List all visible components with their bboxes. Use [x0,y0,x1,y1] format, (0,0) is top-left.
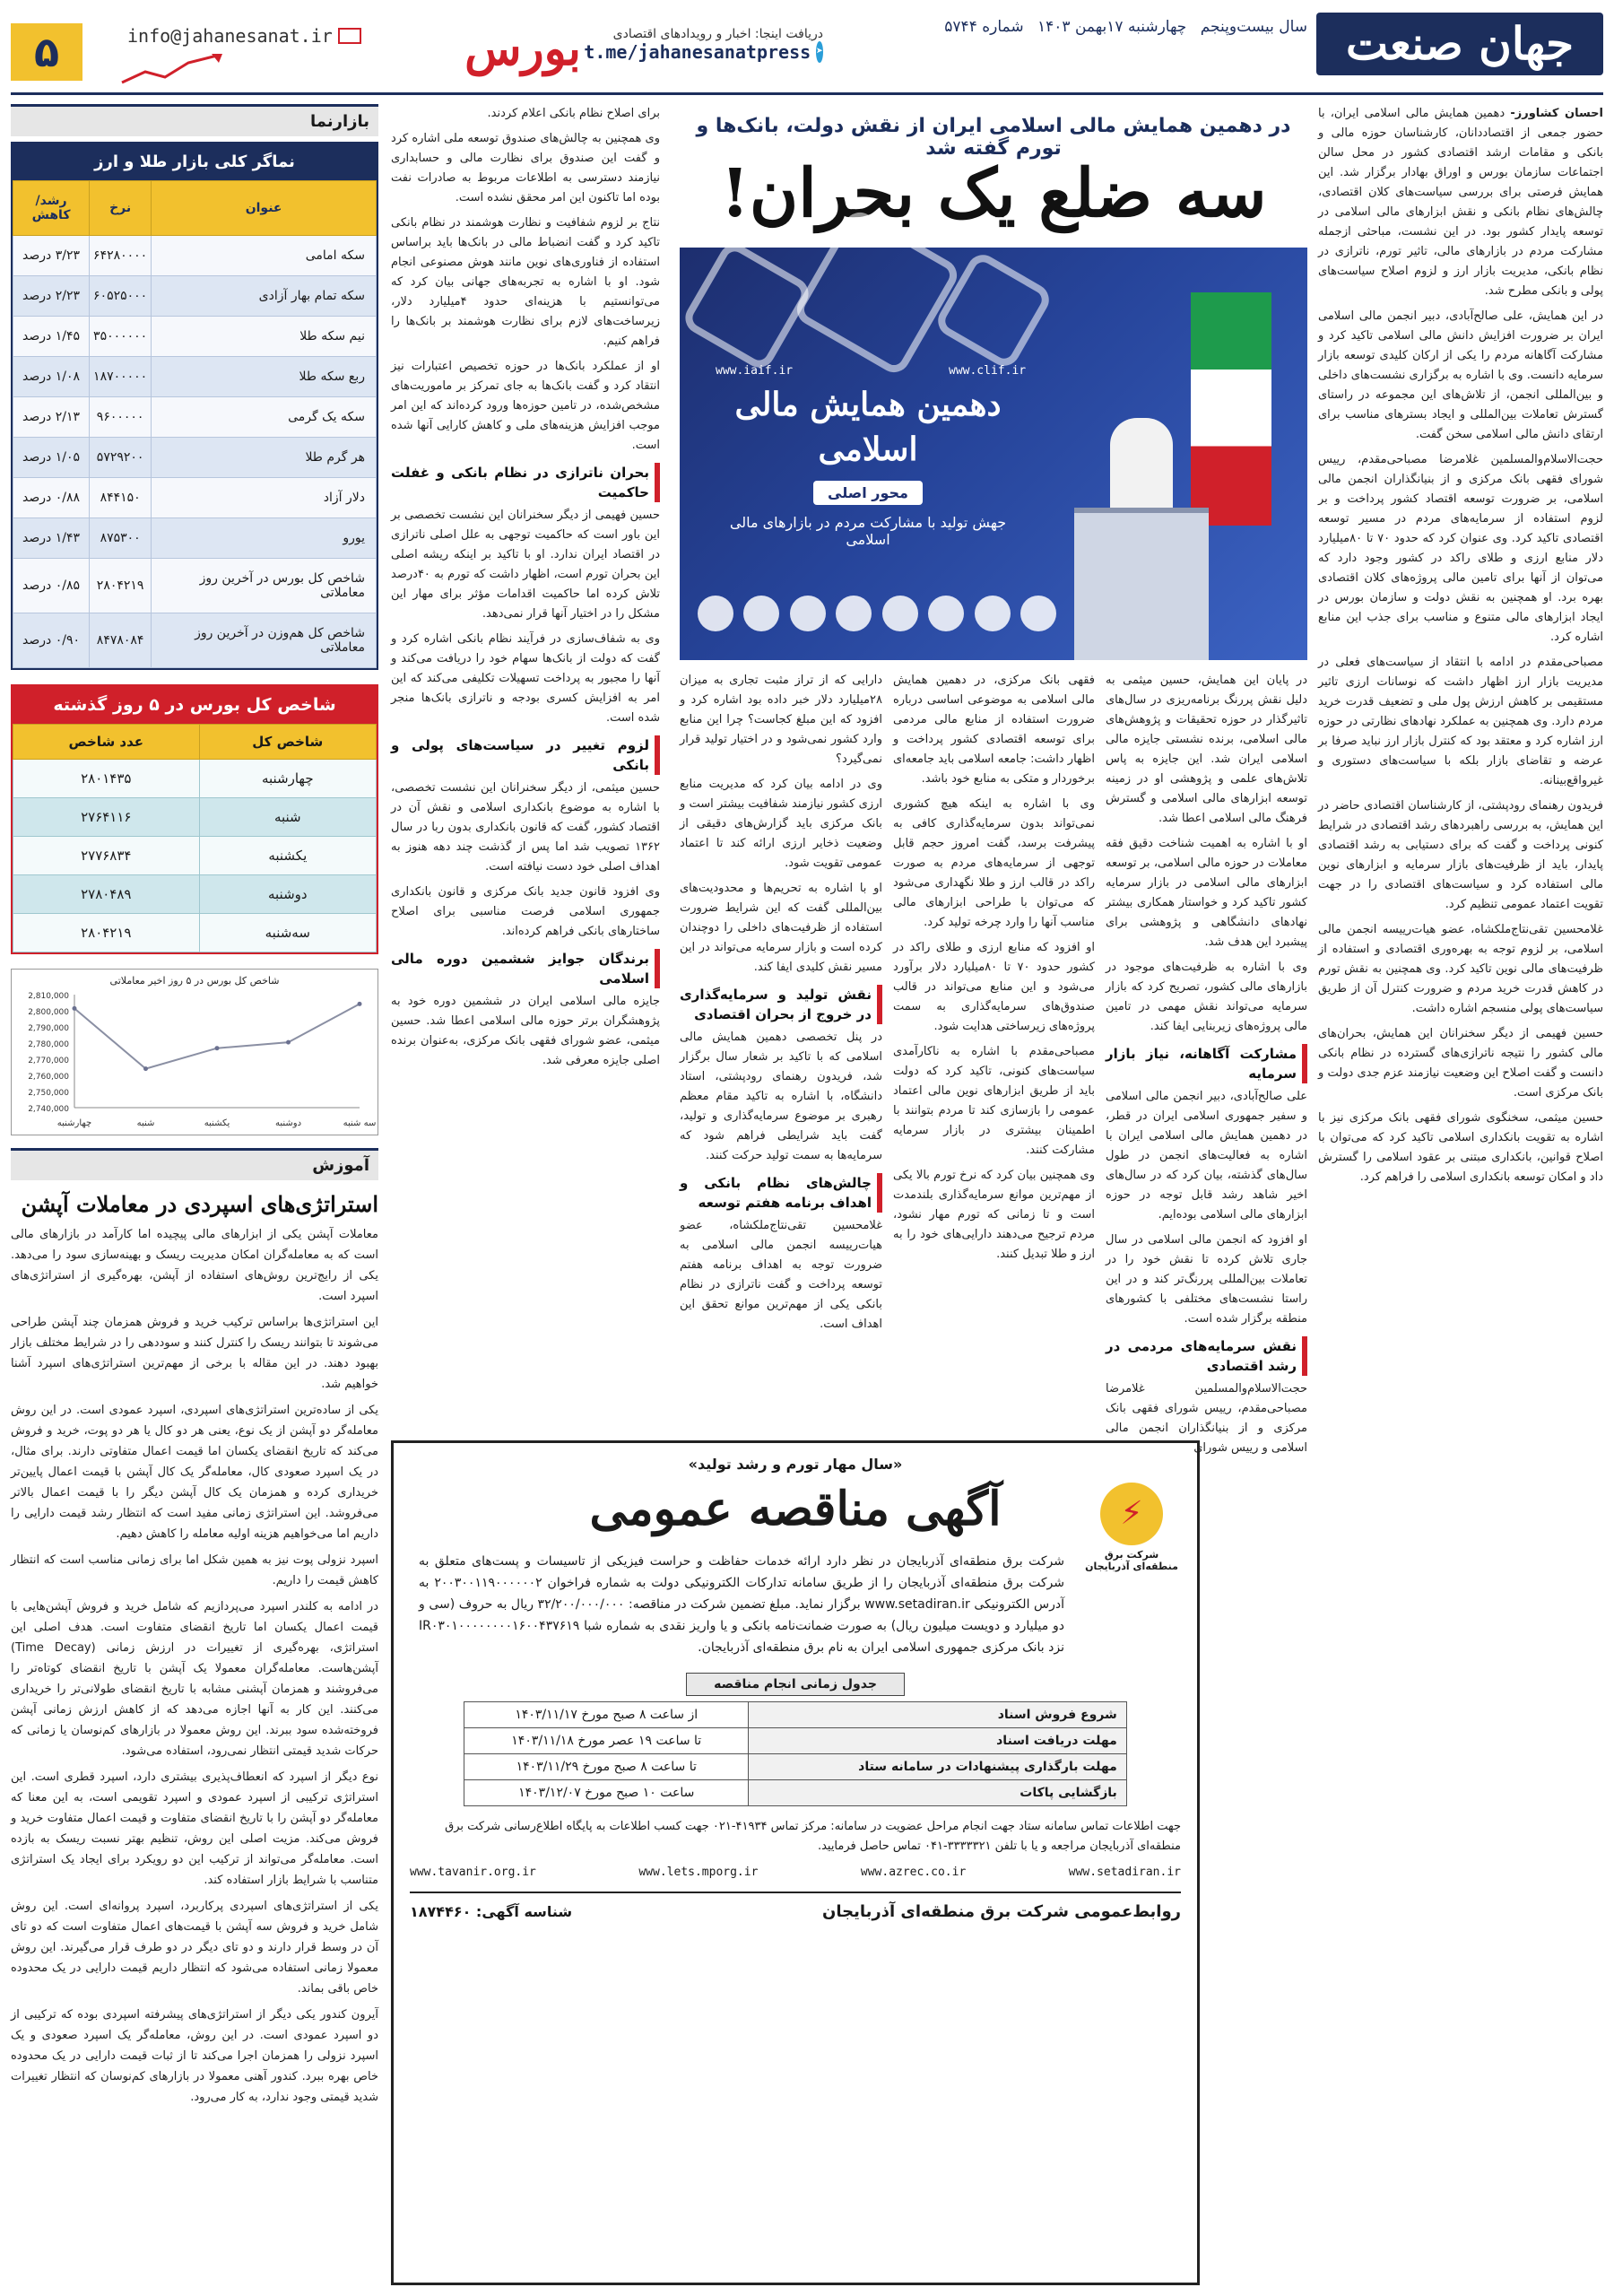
subheading: نقش سرمایه‌های مردمی در رشد اقتصادی [1106,1336,1307,1376]
telegram-url[interactable]: t.me/jahanesanatpress [584,41,811,63]
table-cell-change: ۱/۰۵ درصد [13,438,90,478]
lightning-icon [1100,1483,1163,1545]
schedule-value: تا ساعت ۱۹ عصر مورخ ۱۴۰۳/۱۱/۱۸ [464,1728,749,1754]
y-tick-label: 2,780,000 [28,1040,69,1049]
table-cell-value: ۲۸۰۱۴۳۵ [13,760,200,798]
gold-table-body [13,236,377,668]
ad-body: شرکت برق منطقه‌ای آذربایجان در نظر دارد ارائه خدمات حفاظت و حراست فیزیکی از تاسیسات و پست‌های متعلق به شرکت برق منطقه‌ای آذربایجان را از طریق سامانه تدارکات الکترونیکی دولت به شماره فراخوان ۲۰۰۳۰۰۱۱۹۰۰۰۰۰۰۲ به آدرس الکترونیکی www.setadiran.ir برگزار نماید. مبلغ تضمین شرکت در مناقصه: ۳۲/۲۰۰/۰۰۰/۰۰۰ ریال به حروف (سی و دو میلیارد و دویست میلیون ریال) به صورت ضمانت‌نامه بانکی و یا واریز نقدی به شماره شبا IR۰۳۰۱۰۰۰۰۰۰۰۰۱۶۰۰۴۳۷۶۱۹ نزد بانک مرکزی جمهوری اسلامی ایران به نام برق منطقه‌ای آذربایجان. [419,1554,1064,1655]
schedule-label: مهلت دریافت اسناد [749,1728,1127,1754]
paragraph: غلامحسین تقی‌نتاج‌ملکشاه، عضو هیات‌رییسه انجمن مالی اسلامی به ضرورت توجه به اهداف برنامه هفتم توسعه پرداخت و گفت ناترازی در نظام بانکی یکی از مهم‌ترین موانع تحقق این اهداف است. [680,1219,882,1331]
ad-link[interactable]: www.tavanir.org.ir [410,1866,536,1879]
paragraph: وی در ادامه بیان کرد که مدیریت منابع ارزی کشور نیازمند شفافیت بیشتر است و بانک مرکزی باید گزارش‌های دقیقی از وضعیت ذخایر ارزی ارائه کند تا اعتماد عمومی تقویت شود. [680,778,882,870]
ad-link[interactable]: www.setadiran.ir [1068,1866,1181,1879]
y-tick-label: 2,760,000 [28,1073,69,1082]
table-row [13,276,377,317]
schedule-value: ساعت ۱۰ صبح مورخ ۱۴۰۳/۱۲/۰۷ [464,1780,749,1806]
ad-company-logo [1082,1483,1181,1572]
table-row [13,875,377,914]
paragraph: علی صالح‌آبادی، دبیر انجمن مالی اسلامی و سفیر جمهوری اسلامی ایران در قطر، در دهمین همایش مالی اسلامی ایران با اشاره به فعالیت‌های انجمن در طول سال‌های گذشته، بیان کرد که در سال‌های اخیر شاهد رشد قابل توجه در حوزه ابزارهای مالی اسلامی بوده‌ایم. [1106,1090,1307,1222]
schedule-label: شروع فروش اسناد [749,1702,1127,1728]
telegram-link[interactable] [584,41,823,63]
paragraph: او افزود که منابع ارزی و طلای راکد در کشور حدود ۷۰ تا ۸۰میلیارد دلار برآورد می‌شود و این منابع می‌تواند در قالب صندوق‌های سرمایه‌گذاری به سمت پروژه‌های زیرساختی هدایت شود. [893,941,1095,1033]
page-number: ۵ [11,23,82,81]
envelope-icon [338,28,361,44]
masthead [11,9,1603,95]
ad-schedule-table [464,1701,1127,1806]
paragraph: برای اصلاح نظام بانکی اعلام کردند. [487,107,660,120]
education-title: استراتژی‌های اسپردی در معاملات آپشن [21,1191,378,1217]
table-cell-change: ۱/۴۵ درصد [13,317,90,357]
data-point [358,1002,362,1006]
paragraph: وی به شفاف‌سازی در فرآیند نظام بانکی اشاره کرد و گفت که دولت از بانک‌ها سهام خود را دریافت می‌کند و آنها را مجبور به پرداخت تسهیلات تکلیفی می‌کند که این امر به افزایش کسری بودجه و ناترازی بانک‌ها منجر شده است. [391,632,660,725]
table-cell-day: سه‌شنبه [199,914,376,952]
table-row [13,397,377,438]
table-row [464,1780,1127,1806]
table-row [13,837,377,875]
table-cell-rate: ۱۸۷۰۰۰۰۰ [90,357,152,397]
banner-theme: جهش تولید با مشارکت مردم در بازارهای مالی اسلامی [729,514,1007,548]
subheading: بحران ناترازی در نظام بانکی و غفلت حاکمیت [391,463,660,502]
section-title: بورس [464,22,581,76]
paragraph: جایزه مالی اسلامی ایران در ششمین دوره خود به پژوهشگران برتر حوزه مالی اسلامی اعطا شد. حسین میثمی، عضو شورای فقهی بانک مرکزی، به‌عنوان برنده اصلی جایزه معرفی شد. [391,995,660,1067]
education-body [11,1224,378,2108]
sponsor-logo-icon [698,596,733,631]
column-header: عنوان [152,181,377,236]
table-cell-day: دوشنبه [199,875,376,914]
table-row [464,1702,1127,1728]
table-cell-day: یکشنبه [199,837,376,875]
column-header: عدد شاخص [13,725,200,760]
table-cell-value: ۲۷۷۶۸۳۴ [13,837,200,875]
index-panel [11,684,378,954]
issue-number: شماره ۵۷۴۴ [944,18,1024,36]
table-row [13,798,377,837]
ad-link[interactable]: www.lets.mporg.ir [638,1866,759,1879]
index-line-chart [11,969,378,1135]
table-row [13,559,377,613]
market-sidebar [11,104,378,2113]
paragraph: غلامحسین تقی‌نتاج‌ملکشاه، عضو هیات‌رییسه انجمن مالی اسلامی، بر لزوم توجه به بهره‌وری اقتصادی و استفاده از ظرفیت‌های مالی نوین تاکید کرد. وی همچنین به نقش تورم در کاهش قدرت خرید مردم و ضرورت کنترل آن از طریق سیاست‌های پولی منسجم اشاره داشت. [1318,923,1603,1015]
ad-title: آگهی مناقصه عمومی [589,1482,1002,1536]
y-tick-label: 2,740,000 [28,1105,69,1114]
table-cell-rate: ۸۴۴۱۵۰ [90,478,152,518]
ad-company-name: شرکت برق منطقه‌ای آذربایجان [1085,1549,1178,1572]
table-cell-name: سکه یک گرمی [152,397,377,438]
paragraph: او با اشاره به اهمیت شناخت دقیق فقه معاملات در حوزه مالی اسلامی، بر توسعه ابزارهای مالی اسلامی در بازار سرمایه کشور تاکید کرد و خواستار همکاری بیشتر نهادهای دانشگاهی و پژوهشی برای پیشبرد این هدف شد. [1106,837,1307,949]
y-tick-label: 2,770,000 [28,1057,69,1065]
table-row [13,914,377,952]
table-cell-change: ۲/۱۳ درصد [13,397,90,438]
ad-public-relations: روابط‌عمومی شرکت برق منطقه‌ای آذربایجان [822,1902,1181,1921]
paragraph: وی با اشاره به ظرفیت‌های موجود در بازارهای مالی کشور، تصریح کرد که بازار سرمایه می‌تواند نقش مهمی در تامین مالی پروژه‌های زیربنایی ایفا کند. [1106,961,1307,1033]
newspaper-logo[interactable]: جهان صنعت [1316,13,1603,75]
article-column-2 [1106,671,1307,1455]
conference-photo [680,248,1307,660]
table-cell-day: چهارشنبه [199,760,376,798]
paragraph: معاملات آپشن یکی از ابزارهای مالی پیچیده اما کارآمد در بازارهای مالی است که به معامله‌گران امکان مدیریت ریسک و بهینه‌سازی سود را می‌دهد. یکی از رایج‌ترین روش‌های استفاده از آپشن، بهره‌گیری از استراتژی‌های اسپرد است. [11,1228,378,1303]
telegram-box [584,27,823,63]
education-header: آموزش [11,1148,378,1180]
data-point [215,1046,220,1050]
table-cell-name: یورو [152,518,377,559]
paragraph: او افزود که انجمن مالی اسلامی در سال جاری تلاش کرده تا نقش خود را در تعاملات بین‌المللی پررنگ‌تر کند و در این راستا نشست‌های مختلفی با کشورهای منطقه برگزار شده است. [1106,1233,1307,1326]
table-header-row [13,725,377,760]
tender-advertisement [391,1440,1200,2285]
subheading: مشارکت آگاهانه، نیاز بازار سرمایه [1106,1044,1307,1083]
subheading: نقش تولید و سرمایه‌گذاری در خروج از بحران اقتصادی [680,985,882,1024]
banner-axis: محور اصلی [813,481,923,505]
issue-date: چهارشنبه ۱۷بهمن ۱۴۰۳ [1037,18,1187,36]
table-cell-rate: ۹۶۰۰۰۰۰ [90,397,152,438]
paragraph: دهمین همایش مالی اسلامی ایران، با حضور جمعی از اقتصاددانان، کارشناسان حوزه مالی و بانکی و مقامات ارشد اقتصادی کشور در محل سالن اجتماعات سازمان بورس و اوراق بهادار برگزار شد. این همایش فرصتی برای بررسی سیاست‌های کلان اقتصادی، چالش‌های نظام بانکی و نقش ابزارهای مالی اسلامی در توسعه پایدار کشور بود. در این نشست، مباحثی ازجمله مشارکت مردم در بازارهای مالی، تاثیر تورم، ناترازی در نظام بانکی، مدیریت بازار ارز و لزوم اصلاح سیاست‌های پولی و بانکی مطرح شد. [1318,107,1603,298]
paragraph: این استراتژی‌ها براساس ترکیب خرید و فروش همزمان چند آپشن طراحی می‌شوند تا بتوانند ریسک را کنترل کنند و سوددهی را در شرایط مختلف بازار بهبود دهند. در این مقاله با برخی از مهم‌ترین استراتژی‌های اسپرد آشنا خواهیم شد. [11,1316,378,1391]
ad-links [410,1866,1181,1879]
ad-link[interactable]: www.azrec.co.ir [860,1866,967,1879]
subheading: لزوم تغییر در سیاست‌های پولی و بانکی [391,735,660,775]
column-header: رشد/کاهش [13,181,90,236]
x-tick-label: چهارشنبه [56,1118,92,1128]
gold-currency-table [13,180,377,668]
paragraph: اسپرد نزولی پوت نیز به همین شکل اما برای زمانی مناسب است که انتظار کاهش قیمت را داریم. [11,1553,378,1587]
podium-shape [1074,508,1209,660]
paragraph: وی همچنین به چالش‌های صندوق توسعه ملی اشاره کرد و گفت این صندوق برای نظارت مالی و حسابداری نیازمند دسترسی به اطلاعات مربوط به صادرات نفت بوده اما تاکنون این امر محقق نشده است. [391,132,660,204]
paragraph: در این همایش، علی صالح‌آبادی، دبیر انجمن مالی اسلامی ایران بر ضرورت افزایش دانش مالی اسلامی تاکید کرد و مشارکت آگاهانه مردم را یکی از ارکان کلیدی توسعه بازار سرمایه دانست. وی با اشاره به برگزاری نشست‌های داخلی و بین‌المللی انجمن، از تلاش‌های این مجموعه در راستای گسترش تعاملات بین‌المللی و ایجاد بسترهای مناسب برای ارتقای دانش مالی اسلامی سخن گفت. [1318,309,1603,441]
sponsor-logo-icon [790,596,826,631]
table-row [13,317,377,357]
index-table [13,724,377,952]
x-tick-label: دوشنبه [274,1118,302,1128]
table-cell-name: سکه امامی [152,236,377,276]
author-byline: احسان کشاورز- [1510,107,1603,120]
sponsor-logo-icon [975,596,1011,631]
ad-id: شناسه آگهی: ۱۸۷۴۴۶۰ [410,1903,573,1920]
article-column-5 [391,104,660,1333]
paragraph: در پایان این همایش، حسین میثمی به دلیل نقش پررنگ برنامه‌ریزی در سال‌های تاثیرگذار در حوزه تحقیقات و پژوهش‌های مالی اسلامی، برنده نشستی جایزه مالی اسلامی ایران شد. این جایزه به پاس تلاش‌های علمی و پژوهشی او در زمینه توسعه ابزارهای مالی اسلامی و گسترش فرهنگ مالی اسلامی اعطا شد. [1106,674,1307,825]
schedule-label: بازگشایی پاکات [749,1780,1127,1806]
schedule-label: مهلت بارگذاری پیشنهادات در سامانه ستاد [749,1754,1127,1780]
speaker-figure [1110,418,1173,517]
x-tick-label: یکشنبه [204,1118,230,1128]
paragraph: وی با اشاره به اینکه هیچ کشوری نمی‌تواند بدون سرمایه‌گذاری کافی به پیشرفت برسد، گفت امروز حجم قابل توجهی از سرمایه‌های مردم به صورت راکد در قالب ارز و طلا نگهداری می‌شود که می‌توان با طراحی ابزارهای مالی مناسب آنها را وارد چرخه تولید کرد. [893,797,1095,929]
conference-banner [707,382,1029,548]
ad-slogan: «سال مهار تورم و رشد تولید» [688,1456,903,1473]
sponsor-logo-icon [1020,596,1056,631]
table-row [13,518,377,559]
subheading: چالش‌های نظام بانکی و اهداف برنامه هفتم توسعه [680,1173,882,1213]
table-cell-change: ۱/۰۸ درصد [13,357,90,397]
article-column-4 [680,671,882,1415]
ad-footer: جهت اطلاعات تماس سامانه ستاد جهت انجام مراحل عضویت در سامانه: مرکز تماس ۴۱۹۳۴-۰۲۱ جهت کسب اطلاعات به پایگاه اطلاع‌رسانی شرکت برق منطقه‌ای آذربایجان مراجعه و یا با تلفن ۳۳۳۳۳۲۱-۰۴۱ تماس حاصل فرمایید. [445,1820,1181,1853]
table-cell-rate: ۸۴۷۸۰۸۴ [90,613,152,668]
subheading: برندگان جوایز ششمین دوره مالی اسلامی [391,949,660,988]
table-row [13,613,377,668]
index-series-line [74,1004,360,1068]
paragraph: وی همچنین بیان کرد که نرخ تورم بالا یکی از مهم‌ترین موانع سرمایه‌گذاری بلندمدت است و تا زمانی که تورم مهار نشود، مردم ترجیح می‌دهند دارایی‌های خود را به ارز و طلا تبدیل کنند. [893,1169,1095,1261]
sponsor-logos [698,587,1056,640]
article-column-1 [1318,104,1603,1333]
paragraph: حجت‌الاسلام‌والمسلمین غلامرضا مصباحی‌مقدم، رییس شورای فقهی بانک مرکزی و از بنیانگذاران انجمن مالی اسلامی، بر ضرورت توسعه اقتصاد کشور پرداخت و بر لزوم استفاده از سرمایه‌های مردم در مسیر توسعه اقتصادی تاکید کرد. وی عنوان کرد که حدود ۷۰ تا ۸۰میلیارد دلار منابع ارزی و طلای راکد در کشور وجود دارد که می‌توان از آنها برای تامین مالی پروژه‌های کلان اقتصادی بهره برد. او همچنین به نقش دولت و سازمان بورس در ایجاد ابزارهای مالی متنوع و مناسب برای جذب این منابع اشاره کرد. [1318,453,1603,644]
paragraph: مصباحی‌مقدم در ادامه با انتقاد از سیاست‌های فعلی در مدیریت بازار ارز اظهار داشت که نوسانات ارزی تاثیر مستقیمی بر کاهش ارزش پول ملی و تضعیف قدرت خرید مردم دارد. وی همچنین به عملکرد نهادهای نظارتی در حوزه ارز اشاره کرد و معتقد بود که کنترل بازار ارز نباید صرفا بر عرضه و تقاضای بازار بلکه با سیاست‌های دستوری و غیرواقع‌بینانه. [1318,656,1603,787]
paragraph: او با اشاره به تحریم‌ها و محدودیت‌های بین‌المللی گفت که این شرایط ضرورت استفاده از ظرفیت‌های داخلی را دوچندان کرده است و بازار سرمایه می‌تواند در این مسیر نقش کلیدی ایفا کند. [680,882,882,974]
paragraph: فقهی بانک مرکزی، در دهمین همایش مالی اسلامی به موضوعی اساسی درباره ضرورت استفاده از منابع مالی مردمی برای توسعه اقتصادی کشور پرداخت و اظهار داشت: جامعه اسلامی باید جامعه‌ای برخوردار و متکی به منابع خود باشد. [893,674,1095,786]
table-cell-rate: ۶۰۵۲۵۰۰۰ [90,276,152,317]
x-tick-label: شنبه [136,1118,155,1128]
data-point [286,1040,291,1045]
site-url-right: www.clif.ir [949,364,1027,378]
table-cell-value: ۲۷۶۴۱۱۶ [13,798,200,837]
table-cell-value: ۲۷۸۰۴۸۹ [13,875,200,914]
column-header: شاخص کل [199,725,376,760]
paragraph: یکی از ساده‌ترین استراتژی‌های اسپردی، اسپرد عمودی است. در این روش معامله‌گر دو آپشن از یک نوع، یعنی هر دو کال یا هر دو پوت، خرید و فروش می‌کند که تاریخ انقضای یکسان اما قیمت اعمال متفاوتی دارند. برای مثال، در یک اسپرد صعودی کال، معامله‌گر یک کال آپشن با قیمت اعمال پایین‌تر خریداری کرده و همزمان یک کال آپشن دیگر را با قیمت اعمال بالاتر می‌فروشد. این استراتژی زمانی مفید است که انتظار رشد قیمت دارایی را داریم اما می‌خواهیم هزینه اولیه معامله را کاهش دهیم. [11,1404,378,1541]
table-cell-change: ۰/۸۸ درصد [13,478,90,518]
paragraph: در پنل تخصصی دهمین همایش مالی اسلامی که با تاکید بر شعار سال برگزار شد، فریدون رهنمای رودپشتی، استاد دانشگاه، با اشاره به تاکید مقام معظم رهبری بر موضوع سرمایه‌گذاری و تولید، گفت باید شرایطی فراهم شود که سرمایه‌ها به سمت تولید حرکت کنند. [680,1031,882,1162]
sponsor-logo-icon [836,596,872,631]
sponsor-logo-icon [928,596,964,631]
table-cell-change: ۳/۲۳ درصد [13,236,90,276]
issue-year: سال بیست‌وپنجم [1200,18,1307,36]
sponsor-logo-icon [882,596,918,631]
site-url-left: www.iaif.ir [716,364,794,378]
flag-image [1191,292,1271,526]
paragraph: حسین فهیمی از دیگر سخنرانان این نشست تخصصی بر این باور است که حاکمیت توجهی به علل اصلی ناترازی در اقتصاد ایران ندارد. او با تاکید بر اینکه ریشه اصلی این بحران تورم است، اظهار داشت که تورم به ۴۰درصد تلاش کرده اما حاکمیت اقدامات مؤثر برای مهار این مشکل را در اختیار آنها قرار نمی‌دهد. [391,509,660,621]
table-cell-name: شاخص کل هم‌وزن در آخرین روز معاملاتی [152,613,377,668]
x-tick-label: سه شنبه [343,1118,377,1128]
table-cell-change: ۰/۸۵ درصد [13,559,90,613]
y-tick-label: 2,790,000 [28,1024,69,1033]
ad-bottom-bar [410,1892,1181,1921]
table-row [13,478,377,518]
index-table-body [13,760,377,952]
chart-title: شاخص کل بورس در ۵ روز اخیر معاملاتی [109,975,280,987]
table-cell-name: هر گرم طلا [152,438,377,478]
table-cell-rate: ۳۵۰۰۰۰۰۰ [90,317,152,357]
table-row [13,438,377,478]
y-tick-label: 2,810,000 [28,992,69,1001]
table-cell-name: نیم سکه طلا [152,317,377,357]
email-contact[interactable] [127,25,361,47]
article-kicker: در دهمین همایش مالی اسلامی ایران از نقش دولت، بانک‌ها و تورم گفته شد [696,115,1291,160]
paragraph: آیرون کندور یکی دیگر از استراتژی‌های پیشرفته اسپردی بوده که ترکیبی از دو اسپرد عمودی است. در این روش، معامله‌گر یک اسپرد صعودی و یک اسپرد نزولی را همزمان اجرا می‌کند تا از ثبات قیمت دارایی در یک محدوده خاص بهره ببرد. کندور آهنی معمولا در بازارهای کم‌نوسان که انتظار تغییرات شدید قیمتی وجود ندارد، به کار می‌رود. [11,2008,378,2104]
ad-schedule-title: جدول زمانی انجام مناقصه [686,1673,905,1696]
email-address[interactable]: info@jahanesanat.ir [127,25,333,47]
table-row [464,1728,1127,1754]
ad-schedule-body [464,1702,1127,1806]
table-row [464,1754,1127,1780]
table-row [13,760,377,798]
paragraph: فریدون رهنمای رودپشتی، از کارشناسان اقتصادی حاضر در این همایش، به بررسی راهبردهای رشد اقتصادی در شرایط کنونی پرداخت و گفت که برای دستیابی به رشد اقتصادی پایدار، باید از ظرفیت‌های بازار سرمایه و ابزارهای نوین مالی استفاده کرد و سیاست‌های اقتصادی را در جهت تقویت اعتماد عمومی تنظیم کرد. [1318,799,1603,911]
gold-panel-title: نماگر کلی بازار طلا و ارز [13,144,377,180]
table-cell-name: دلار آزاد [152,478,377,518]
gold-currency-panel [11,142,378,670]
article-column-3 [893,671,1095,1415]
y-tick-label: 2,750,000 [28,1089,69,1098]
paragraph: وی افزود قانون جدید بانک مرکزی و قانون بانکداری جمهوری اسلامی فرصت مناسبی برای اصلاح ساختارهای بانکی فراهم کرده‌اند. [391,885,660,938]
hexagon-shape [680,239,814,373]
article-headline: سه ضلع یک بحران! [720,155,1267,232]
paragraph: در ادامه به کلندر اسپرد می‌پردازیم که شامل خرید و فروش آپشن‌هایی با قیمت اعمال یکسان اما تاریخ انقضای متفاوت است. هدف اصلی این استراتژی، بهره‌گیری از تغییرات در ارزش زمانی (Time Decay) آپشن‌هاست. معامله‌گران معمولا یک آپشن با تاریخ انقضای کوتاه‌تر را می‌فروشند و همزمان آپشنی مشابه با تاریخ انقضای طولانی‌تر را خریداری می‌کنند. این کار به آنها اجازه می‌دهد که از کاهش ارزش زمانی آپشن فروخته‌شده سود ببرند. این روش معمولا در بازارهای کم‌نوسان یا زمانی که حرکات شدید قیمتی انتظار نمی‌رود، استفاده می‌شود. [11,1600,378,1758]
table-cell-name: ربع سکه طلا [152,357,377,397]
data-point [143,1066,148,1071]
paragraph: نتاج بر لزوم شفافیت و نظارت هوشمند در نظام بانکی تاکید کرد و گفت انضباط مالی در بانک‌ها باید براساس استفاده از فناوری‌های نوین مانند هوش مصنوعی انجام شود. او با اشاره به تجربه‌های جهانی بیان کرد که می‌توانستیم با هزینه‌ای حدود ۴میلیارد دلار، زیرساخت‌های لازم برای نظارت هوشمند بر بانک‌ها را فراهم کنیم. [391,216,661,348]
telegram-note: دریافت اینجا: اخبار و رویدادهای اقتصادی [612,27,823,41]
table-cell-rate: ۵۷۲۹۲۰۰ [90,438,152,478]
paragraph: حسین فهیمی از دیگر سخنرانان این همایش، بحران‌های مالی کشور را نتیجه ناترازی‌های گسترده در نظام بانکی دانست و گفت اصلاح این وضعیت نیازمند عزم جدی دولت و بانک مرکزی است. [1318,1027,1603,1100]
table-cell-rate: ۶۴۲۸۰۰۰۰ [90,236,152,276]
paragraph: حسین میثمی، سخنگوی شورای فقهی بانک مرکزی نیز با اشاره به تقویت بانکداری اسلامی تاکید کرد که می‌توان با اصلاح قوانین، بانکداری مبتنی بر عقود اسلامی را گسترش داد و امکان توسعه بانکداری اسلامی را فراهم کرد. [1318,1111,1603,1184]
table-row [13,357,377,397]
issue-info [935,18,1307,36]
telegram-icon: ➤ [816,41,823,63]
table-header-row [13,181,377,236]
paragraph: حجت‌الاسلام‌والمسلمین غلامرضا مصباحی‌مقدم، رییس شورای فقهی بانک مرکزی و از بنیانگذاران انجمن مالی اسلامی و رییس شورای [1106,1382,1307,1455]
table-cell-name: سکه تمام بهار آزادی [152,276,377,317]
table-row [13,236,377,276]
table-cell-name: شاخص کل بورس در آخرین روز معاملاتی [152,559,377,613]
banner-title: دهمین همایش مالی اسلامی [734,386,1002,468]
schedule-value: تا ساعت ۸ صبح مورخ ۱۴۰۳/۱۱/۲۹ [464,1754,749,1780]
paragraph: او از عملکرد بانک‌ها در حوزه تخصیص اعتبارات نیز انتقاد کرد و گفت بانک‌ها به جای تمرکز بر ماموریت‌های مشخص‌شده، در تامین حوزه‌ها ورود کرده‌اند که این امر موجب افزایش هزینه‌های ملی و کاهش کارایی آنها شده است. [391,360,660,452]
main-article-area [391,104,1603,2285]
paragraph: دارایی که از تراز مثبت تجاری به میزان ۲۸میلیارد دلار خبر داده بود اشاره کرد و افزود که این مبلغ کجاست؟ چرا این منابع وارد کشور نمی‌شود و در اختیار تولید قرار نمی‌گیرد؟ [680,674,882,766]
table-cell-change: ۱/۴۳ درصد [13,518,90,559]
markets-header: بازارنما [11,104,378,136]
y-tick-label: 2,800,000 [28,1008,69,1017]
table-cell-value: ۲۸۰۴۲۱۹ [13,914,200,952]
table-cell-rate: ۲۸۰۴۲۱۹ [90,559,152,613]
growth-chart-icon [118,52,226,88]
paragraph: مصباحی‌مقدم با اشاره به ناکارآمدی سیاست‌های کنونی، تاکید کرد که دولت باید از طریق ابزارهای نوین مالی اعتماد عمومی را بازسازی کند تا مردم بتوانند با اطمینان بیشتری در بازار سرمایه مشارکت کنند. [893,1045,1095,1157]
paragraph: نوع دیگر از اسپرد که انعطاف‌پذیری بیشتری دارد، اسپرد قطری است. این استراتژی ترکیبی از اسپرد عمودی و اسپرد تقویمی است، به این معنا که معامله‌گر دو آپشن را با تاریخ انقضای متفاوت و قیمت اعمال متفاوت خرید و فروش می‌کند. مزیت اصلی این روش، تنظیم بهتر نسبت ریسک به بازده است. معامله‌گر می‌تواند از ترکیب این دو رویکرد برای ایجاد یک استراتژی متناسب با شرایط بازار استفاده کند. [11,1770,378,1887]
table-cell-change: ۲/۲۳ درصد [13,276,90,317]
chart-canvas [12,970,377,1135]
index-panel-title: شاخص کل بورس در ۵ روز گذشته [13,686,377,724]
data-point [73,1006,77,1011]
table-cell-rate: ۸۷۵۳۰۰ [90,518,152,559]
sponsor-logo-icon [743,596,779,631]
column-header: نرخ [90,181,152,236]
table-cell-change: ۰/۹۰ درصد [13,613,90,668]
schedule-value: از ساعت ۸ صبح مورخ ۱۴۰۳/۱۱/۱۷ [464,1702,749,1728]
paragraph: حسین میثمی، از دیگر سخنرانان این نشست تخصصی، با اشاره به موضوع بانکداری اسلامی و نقش آن در اقتصاد کشور، گفت که قانون بانکداری بدون ربا در سال ۱۳۶۲ تصویب شد اما پس از گذشت چند دهه هنوز به اهداف اصلی خود دست نیافته است. [391,781,660,874]
table-cell-day: شنبه [199,798,376,837]
paragraph: یکی از استراتژی‌های اسپردی پرکاربرد، اسپرد پروانه‌ای است. این روش شامل خرید و فروش سه آپشن با قیمت‌های اعمال متفاوت است که دو تای آن در وسط قرار دارند و دو تای دیگر در دو طرف قرار می‌گیرند. این روش معمولا زمانی استفاده می‌شود که انتظار داریم قیمت دارایی در یک محدوده خاص باقی بماند. [11,1900,378,1996]
